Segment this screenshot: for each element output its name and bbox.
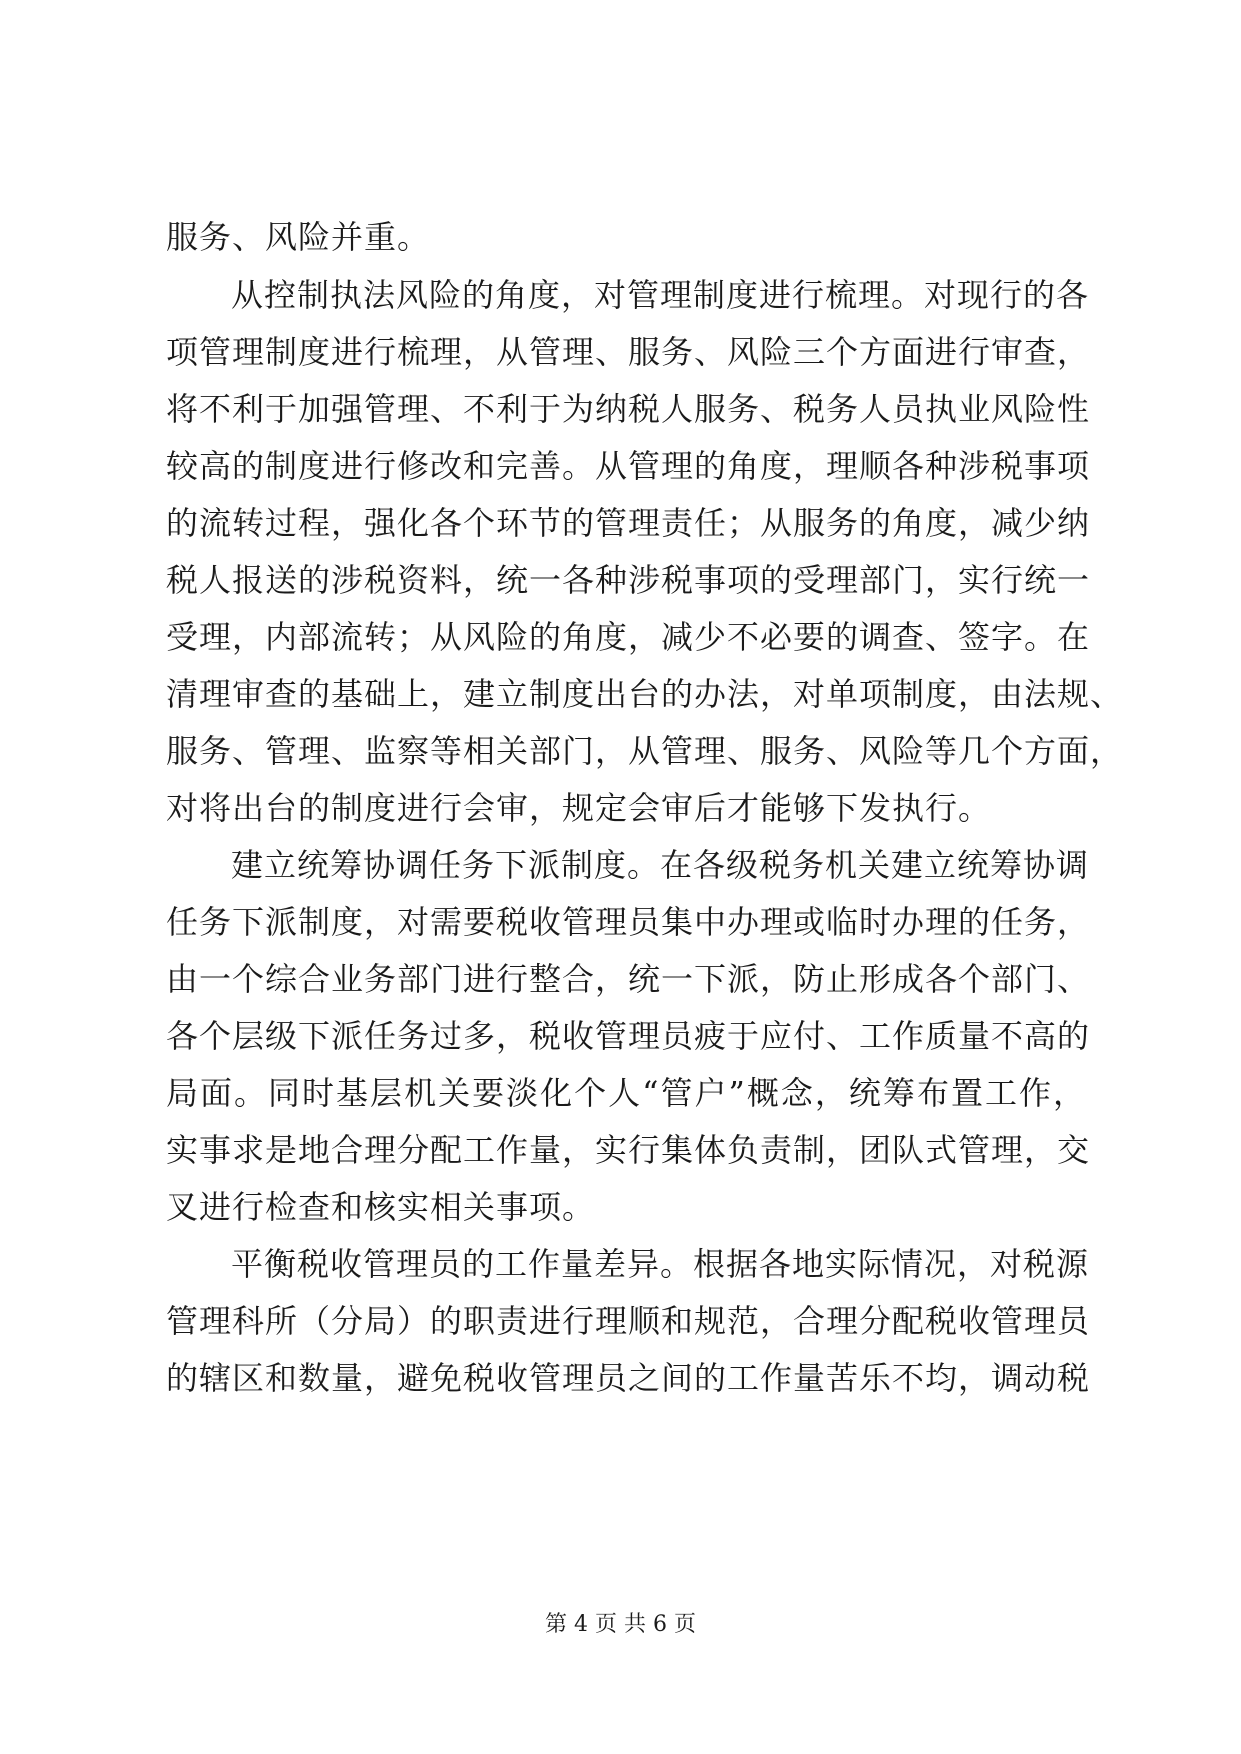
text-line: 从控制执法风险的角度，对管理制度进行梳理。对现行的各 xyxy=(231,276,1090,314)
text-line: 管理科所（分局）的职责进行理顺和规范，合理分配税收管理员 xyxy=(166,1302,1091,1340)
text-line: 对将出台的制度进行会审，规定会审后才能够下发执行。 xyxy=(166,789,992,827)
text-line: 局面。同时基层机关要淡化个人“管户”概念，统筹布置工作， xyxy=(166,1074,1086,1112)
text-line: 税人报送的涉税资料，统一各种涉税事项的受理部门，实行统一 xyxy=(166,561,1091,599)
text-line: 将不利于加强管理、不利于为纳税人服务、税务人员执业风险性 xyxy=(166,390,1091,428)
text-line: 项管理制度进行梳理，从管理、服务、风险三个方面进行审查， xyxy=(166,333,1091,371)
text-line: 的辖区和数量，避免税收管理员之间的工作量苦乐不均，调动税 xyxy=(166,1359,1091,1397)
text-line: 由一个综合业务部门进行整合，统一下派，防止形成各个部门、 xyxy=(166,960,1091,998)
text-line: 建立统筹协调任务下派制度。在各级税务机关建立统筹协调 xyxy=(231,846,1090,884)
text-line: 叉进行检查和核实相关事项。 xyxy=(166,1188,596,1226)
text-line: 任务下派制度，对需要税收管理员集中办理或临时办理的任务， xyxy=(166,903,1091,941)
text-line: 各个层级下派任务过多，税收管理员疲于应付、工作质量不高的 xyxy=(166,1017,1091,1055)
text-line: 的流转过程，强化各个环节的管理责任；从服务的角度，减少纳 xyxy=(166,504,1091,542)
page-number-footer: 第 4 页 共 6 页 xyxy=(545,1612,696,1637)
text-line: 平衡税收管理员的工作量差异。根据各地实际情况，对税源 xyxy=(231,1245,1090,1283)
text-line: 较高的制度进行修改和完善。从管理的角度，理顺各种涉税事项 xyxy=(166,447,1091,485)
text-line: 受理，内部流转；从风险的角度，减少不必要的调查、签字。在 xyxy=(166,618,1091,656)
text-line: 清理审查的基础上，建立制度出台的办法，对单项制度，由法规、 xyxy=(166,675,1124,713)
text-line: 实事求是地合理分配工作量，实行集体负责制，团队式管理，交 xyxy=(166,1131,1091,1169)
text-line: 服务、管理、监察等相关部门，从管理、服务、风险等几个方面， xyxy=(166,732,1124,770)
text-line: 服务、风险并重。 xyxy=(166,218,431,256)
